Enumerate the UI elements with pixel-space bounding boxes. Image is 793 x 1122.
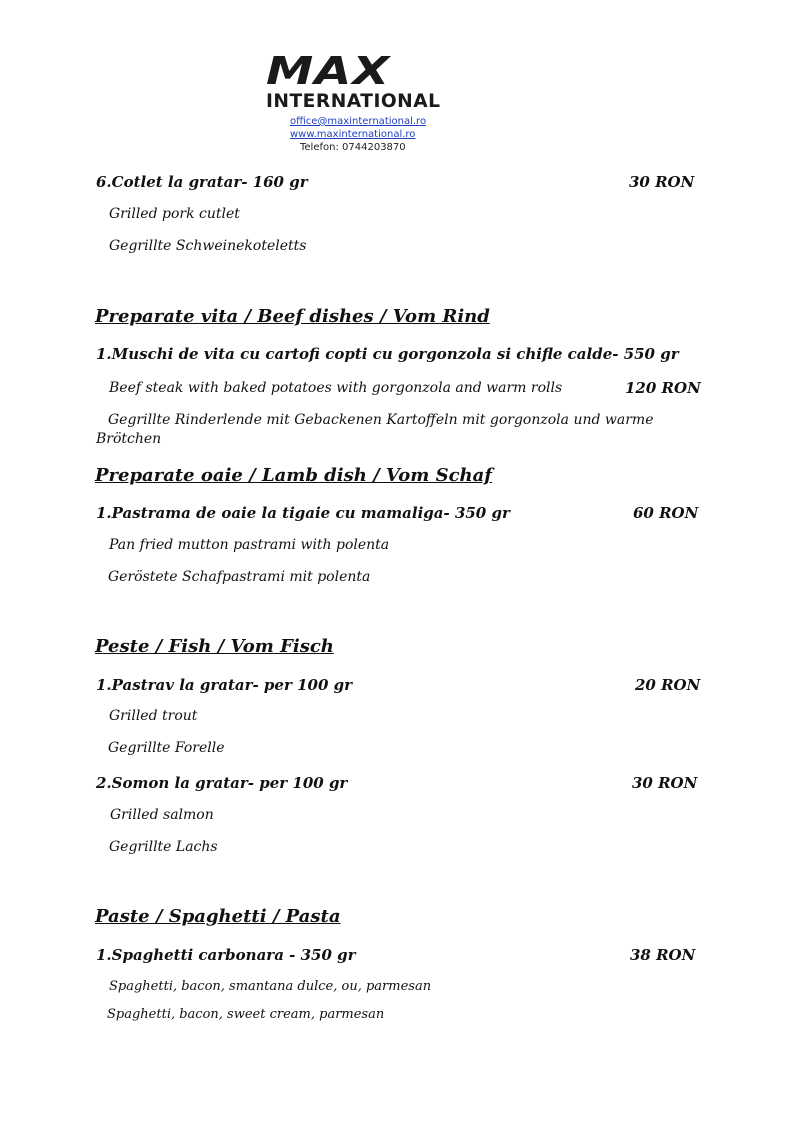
menu-item-price: 120 RON [625, 379, 701, 397]
menu-item-price: 20 RON [635, 676, 701, 694]
email-link[interactable]: office@maxinternational.ro [290, 116, 427, 127]
section-heading-pasta: Paste / Spaghetti / Pasta [95, 906, 341, 927]
section-heading-lamb: Preparate oaie / Lamb dish / Vom Schaf [95, 465, 493, 486]
menu-item-name: 1.Spaghetti carbonara - 350 gr [96, 946, 356, 964]
section-heading-fish: Peste / Fish / Vom Fisch [95, 636, 334, 657]
logo-wordmark-international: INTERNATIONAL [266, 90, 441, 112]
menu-item-price: 30 RON [629, 173, 695, 191]
menu-item-name: 1.Pastrav la gratar- per 100 gr [96, 676, 353, 694]
menu-item-name: 6.Cotlet la gratar- 160 gr [96, 173, 308, 191]
logo-wordmark-max: MAX [266, 49, 391, 93]
menu-item-price: 30 RON [632, 774, 698, 792]
menu-item-desc-de: Gegrillte Forelle [108, 740, 225, 756]
menu-item-desc-de: Gegrillte Schweinekoteletts [109, 238, 307, 254]
menu-item-desc-en: Pan fried mutton pastrami with polenta [109, 537, 390, 553]
menu-item-desc-de: Geröstete Schafpastrami mit polenta [108, 569, 371, 585]
section-heading-beef: Preparate vita / Beef dishes / Vom Rind [95, 306, 490, 327]
menu-item-desc-de: Gegrillte Rinderlende mit Gebackenen Kartoffeln mit gorgonzola und warme [108, 412, 654, 428]
menu-item-desc-de: Gegrillte Lachs [109, 839, 218, 855]
website-link[interactable]: www.maxinternational.ro [290, 129, 416, 140]
menu-item-desc-de-cont: Brötchen [96, 431, 162, 447]
menu-item-price: 60 RON [633, 504, 699, 522]
menu-item-name: 2.Somon la gratar- per 100 gr [96, 774, 348, 792]
phone-number: Telefon: 0744203870 [300, 142, 406, 153]
menu-item-desc-en: Grilled pork cutlet [109, 206, 240, 222]
menu-item-price: 38 RON [630, 946, 696, 964]
menu-item-desc-ro: Spaghetti, bacon, smantana dulce, ou, parmesan [109, 979, 432, 994]
menu-item-name: 1.Pastrama de oaie la tigaie cu mamaliga- 350 gr [96, 504, 510, 522]
menu-item-name: 1.Muschi de vita cu cartofi copti cu gorgonzola si chifle calde- 550 gr [96, 345, 679, 363]
menu-item-desc-en: Spaghetti, bacon, sweet cream, parmesan [107, 1007, 385, 1022]
menu-item-desc-en: Grilled salmon [110, 807, 214, 823]
menu-item-desc-en: Grilled trout [109, 708, 198, 724]
menu-item-desc-en: Beef steak with baked potatoes with gorgonzola and warm rolls [109, 380, 563, 396]
company-logo [266, 49, 441, 114]
